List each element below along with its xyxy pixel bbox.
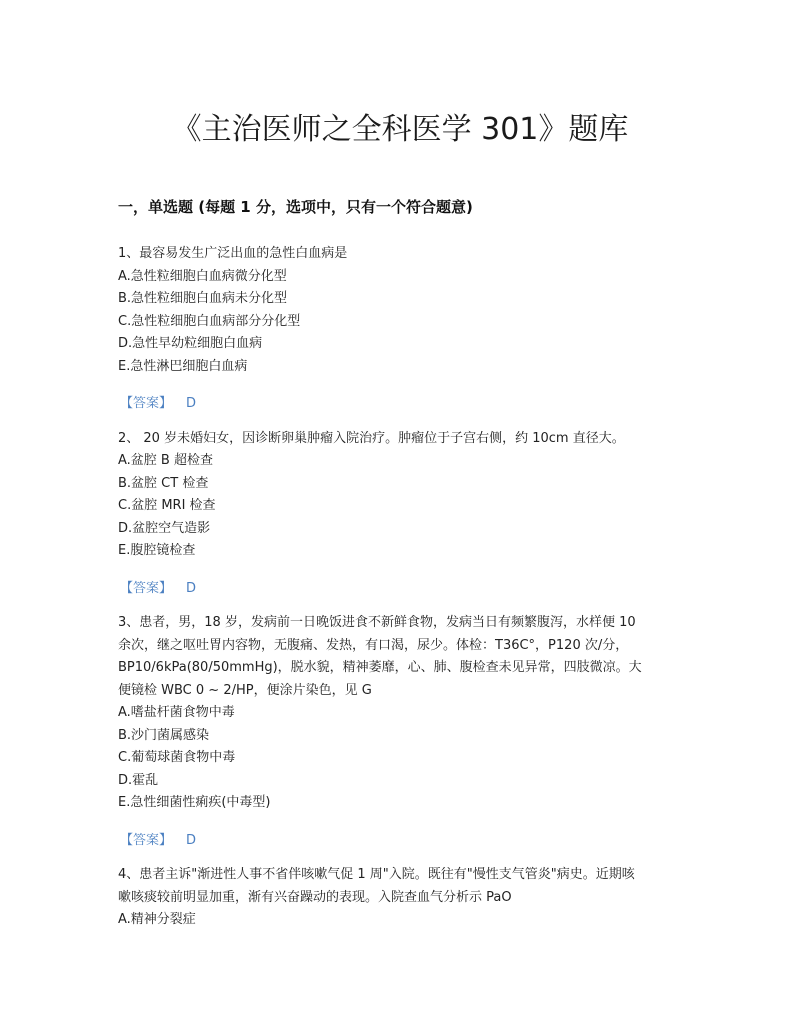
question-stem-line: 4、患者主诉"渐进性人事不省伴咳嗽气促 1 周"入院。既往有"慢性支气管炎"病史。近期咳 (118, 867, 635, 882)
answer-row (118, 393, 688, 416)
option-c: C.急性粒细胞白血病部分分化型 (118, 313, 301, 329)
answer-row (118, 830, 688, 853)
option-e: E.急性淋巴细胞白血病 (118, 358, 248, 374)
question-stem-line: 3、患者，男，18 岁，发病前一日晚饭进食不新鲜食物，发病当日有频繁腹泻，水样便 10 (118, 615, 636, 630)
option-d: D.盆腔空气造影 (118, 520, 211, 536)
question-1 (118, 243, 688, 416)
option-d: D.霍乱 (118, 772, 159, 788)
option-c: C.盆腔 MRI 检查 (118, 498, 216, 513)
option-b: B.急性粒细胞白血病未分化型 (118, 291, 288, 306)
document-title: 《主治医师之全科医学 301》题库 (171, 112, 629, 147)
option-c: C.葡萄球菌食物中毒 (118, 750, 236, 765)
option-a: A.急性粒细胞白血病微分化型 (118, 268, 287, 284)
answer-label: 【答案】 (120, 396, 173, 411)
option-e: E.急性细菌性痢疾(中毒型) (118, 795, 271, 810)
option-a: A.嗜盐杆菌食物中毒 (118, 705, 235, 720)
question-4 (118, 864, 688, 932)
option-b: B.沙门菌属感染 (118, 727, 210, 743)
option-d: D.急性早幼粒细胞白血病 (118, 336, 263, 351)
answer-row (118, 578, 688, 601)
question-stem: 2、 20 岁未婚妇女，因诊断卵巢肿瘤入院治疗。肿瘤位于子宫右侧，约 10cm 直径大。 (118, 430, 625, 446)
answer-value: D (186, 396, 197, 411)
section-heading: 一，单选题 (每题 1 分，选项中，只有一个符合题意) (118, 198, 473, 216)
question-2 (118, 428, 688, 601)
answer-label: 【答案】 (120, 832, 173, 848)
question-3 (118, 612, 688, 852)
question-stem: 1、最容易发生广泛出血的急性白血病是 (118, 246, 348, 261)
question-stem-line: 便镜检 WBC 0 ~ 2/HP，便涂片染色，见 G (118, 682, 372, 698)
question-list (118, 243, 688, 944)
option-b: B.盆腔 CT 检查 (118, 475, 209, 491)
answer-value: D (186, 580, 197, 596)
option-a: A.盆腔 B 超检查 (118, 453, 213, 468)
question-stem-line: BP10/6kPa(80/50mmHg)，脱水貌，精神萎靡，心、肺、腹检查未见异常，四肢微凉。大 (118, 660, 642, 675)
question-stem-line: 嗽咳痰较前明显加重，渐有兴奋躁动的表现。入院查血气分析示 PaO (118, 889, 512, 905)
question-stem-line: 余次，继之呕吐胃内容物，无腹痛、发热，有口渴，尿少。体检：T36C°，P120 次/分， (118, 637, 629, 653)
option-e: E.腹腔镜检查 (118, 543, 196, 558)
option-a: A.精神分裂症 (118, 912, 196, 927)
answer-value: D (186, 832, 197, 848)
answer-label: 【答案】 (120, 580, 173, 596)
